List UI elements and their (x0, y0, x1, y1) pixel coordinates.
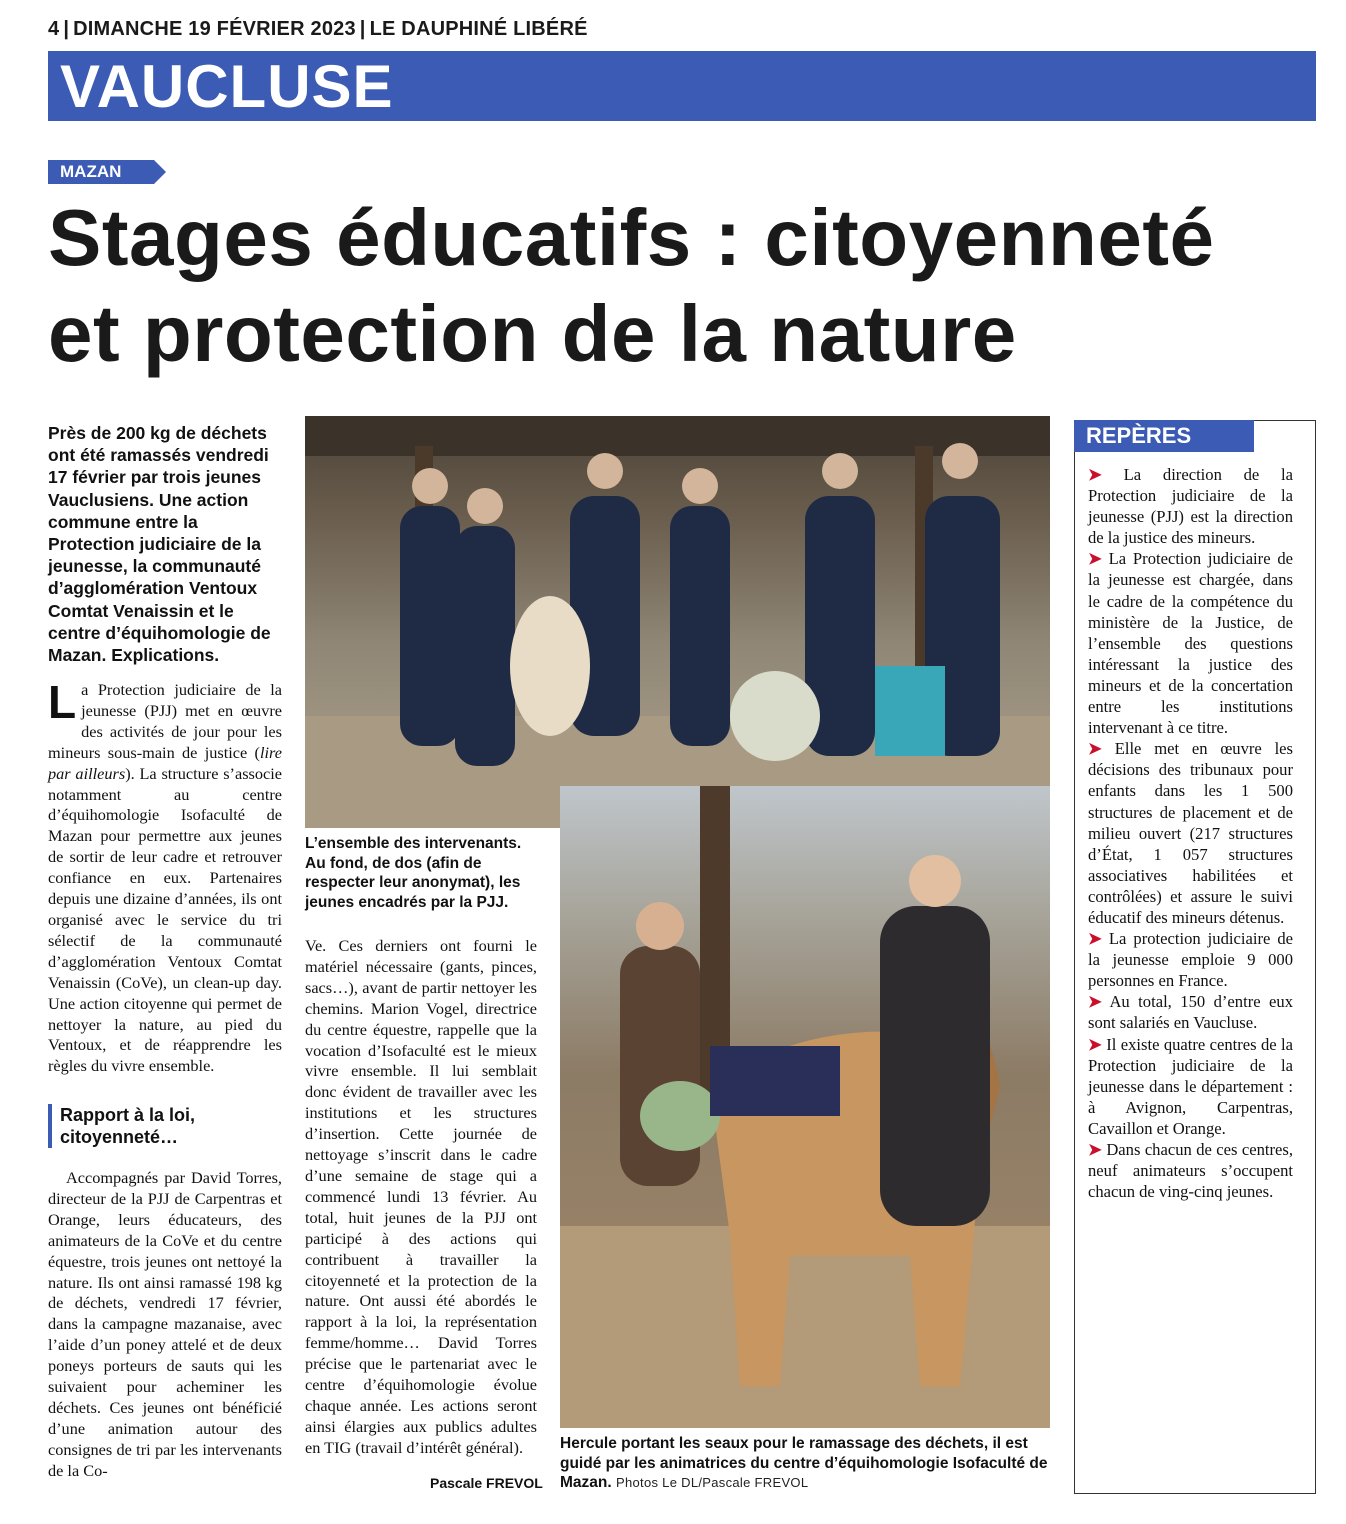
reperes-item-text: La Protection judiciaire de la jeunesse est chargée, dans le cadre de la compétence du ministère de la Justice, de l’ensemble des questions intéressant la justice des mineurs et de la concertation entre les institutions intervenant à ce titre. (1088, 549, 1293, 738)
location-rubric: MAZAN (48, 160, 154, 184)
reperes-title: REPÈRES (1074, 420, 1254, 452)
arrow-icon: ➤ (1088, 992, 1102, 1012)
author-byline: Pascale FREVOL (430, 1475, 543, 1491)
photo-pony-illustration (560, 786, 1050, 1428)
photo-credit: Photos Le DL/Pascale FREVOL (616, 1475, 809, 1490)
reperes-item-text: La direction de la Protection judiciaire de la jeunesse (PJJ) est la direction de la justice des mineurs. (1088, 465, 1293, 548)
arrow-icon: ➤ (1088, 465, 1102, 484)
photo-pony-hercule (560, 786, 1050, 1428)
photo-caption-2-text: Hercule portant les seaux pour le ramassage des déchets, il est guidé par les animatrices du centre d’équihomologie Isofaculté de Mazan. (560, 1435, 1048, 1491)
paragraph-1-rest: ). La structure s’associe notamment au centre d’équihomologie Isofaculté de Mazan pour permettre aux jeunes de sortir de leur cadre et retrouver confiance en eux. Partenaires depuis une dizaine d’années, ils ont organisé avec le service du tri sélectif de la communauté d’agglomération Ventoux Comtat Venaissin (CoVe), un clean-up day. Une action citoyenne qui permet de nettoyer la nature, au pied du Ventoux, et de réapprendre les règles du vivre ensemble. (48, 763, 282, 1076)
reperes-item (1088, 1034, 1293, 1139)
lead-paragraph: Près de 200 kg de déchets ont été ramassés vendredi 17 février par trois jeunes Vauclusiens. Une action commune entre la Protection judiciaire de la jeunesse, la communauté d’agglomération Ventoux Comtat Venaissin et le centre d’équihomologie de Mazan. Explications. (48, 423, 271, 666)
reperes-list (1088, 464, 1293, 1202)
reperes-item (1088, 928, 1293, 991)
headline-line-1: Stages éducatifs : citoyenneté (48, 193, 1215, 282)
page-number: 4 (48, 18, 60, 40)
article-column-1-continued: Accompagnés par David Torres, directeur de la PJJ de Carpentras et Orange, leurs éducateurs, des animateurs de la CoVe et du centre équestre, trois jeunes ont nettoyé la nature. Ils ont ainsi ramassé 198 kg de déchets, vendredi 17 février, dans la campagne mazanaise, avec l’aide d’un poney attelé et de deux poneys porteurs de sauts qui les suivaient pour acheminer les déchets. Ces jeunes ont bénéficié d’une animation autour des consignes de tri par les intervenants de la Co- (48, 1168, 282, 1480)
article-column-2: Ve. Ces derniers ont fourni le matériel nécessaire (gants, pinces, sacs…), avant de partir nettoyer les chemins. Marion Vogel, directrice du centre équestre, rappelle que la vocation d’Isofaculté est le mieux vivre ensemble. Il lui semblait donc évident de travailler avec les institutions et les structures d’insertion. Cette journée de nettoyage s’inscrit dans le cadre d’une semaine de stage qui a commencé lundi 13 février. Au total, huit jeunes de la PJJ ont participé à des actions qui contribuent à travailler la citoyenneté et la protection de la nature. Ont aussi été abordés le rapport à la loi, la représentation femme/homme… David Torres précise que le partenariat avec le centre d’équihomologie évolue chaque année. Les actions seront ainsi élargies aux publics adultes en TIG (travail d’intérêt général). (305, 936, 537, 1457)
dropcap: L (48, 676, 77, 728)
arrow-icon: ➤ (1088, 1034, 1102, 1054)
reperes-item-text: Il existe quatre centres de la Protection judiciaire de la jeunesse dans le département : à Avignon, Carpentras, Cavaillon et Orange. (1088, 1034, 1293, 1138)
arrow-icon: ➤ (1088, 739, 1102, 759)
reperes-item-text: Dans chacun de ces centres, neuf animateurs s’occupent chacun de ving-cinq jeunes. (1088, 1140, 1293, 1202)
issue-date: DIMANCHE 19 FÉVRIER 2023 (73, 18, 356, 40)
separator: | (359, 18, 366, 40)
reperes-item-text: Elle met en œuvre les décisions des tribunaux pour enfants dans les 1 500 structures de placement et de milieu ouvert (217 structures d’État, 1 057 structures associatives habilitées et contrôlées) et assure le suivi éducatif des mineurs détenus. (1088, 739, 1294, 927)
reperes-item-text: La protection judiciaire de la jeunesse emploie 9 000 personnes en France. (1088, 929, 1293, 991)
photo-caption-1: L’ensemble des intervenants. Au fond, de dos (afin de respecter leur anonymat), les jeunes encadrés par la PJJ. (305, 835, 522, 911)
photo-group-of-participants (305, 416, 1050, 828)
reperes-item (1088, 1139, 1293, 1202)
reperes-item (1088, 738, 1293, 928)
newspaper-name: LE DAUPHINÉ LIBÉRÉ (369, 18, 588, 40)
separator: | (63, 18, 70, 40)
section-title: VAUCLUSE (60, 53, 394, 120)
arrow-icon: ➤ (1088, 1140, 1102, 1159)
photo-group-illustration (305, 416, 1050, 828)
article-column-1 (48, 676, 282, 1077)
photo-caption-2 (560, 1434, 1055, 1493)
reperes-item (1088, 464, 1293, 548)
intertitle: Rapport à la loi, citoyenneté… (48, 1104, 294, 1148)
reperes-item-text: Au total, 150 d’entre eux sont salariés en Vaucluse. (1088, 992, 1294, 1033)
headline (48, 190, 1318, 382)
arrow-icon: ➤ (1088, 929, 1102, 949)
reperes-item (1088, 991, 1293, 1033)
headline-line-2: et protection de la nature (48, 289, 1017, 378)
paragraph-1-start: a Protection judiciaire de la jeunesse (PJJ) met en œuvre des activités de jour pour les mineurs sous-main de justice ( (48, 680, 282, 762)
cross-reference: lire par ailleurs (48, 742, 282, 783)
reperes-item (1088, 548, 1293, 738)
arrow-icon: ➤ (1088, 549, 1102, 569)
dateline (48, 18, 588, 41)
